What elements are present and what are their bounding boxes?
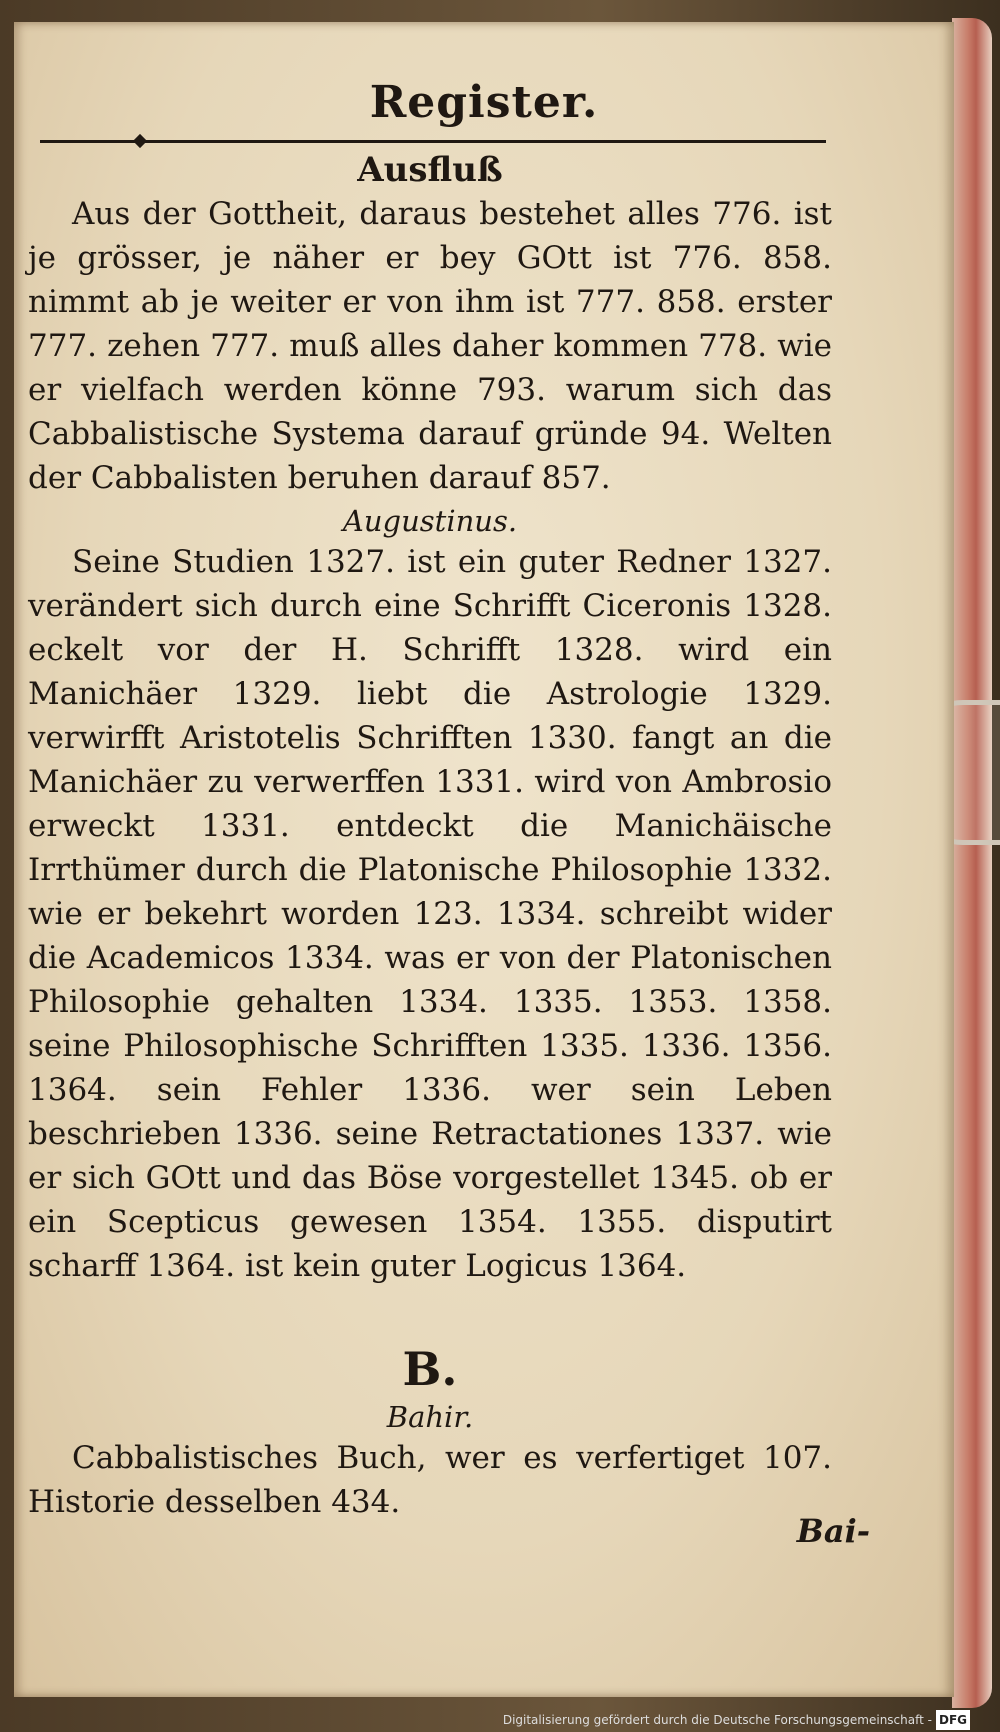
page-content — [28, 146, 832, 1524]
entry-text: Aus der Gottheit, daraus bestehet alles 776. ist je grösser, je näher er bey GOtt ist 776. 858. nimmt ab je weiter er von ihm ist 777. 858. erster 777. zehen 777. muß alles daher kommen 778. wie er vielfach werden könne 793. warum sich das Cabbalistische Systema darauf gründe 94. Welten der Cabbalisten beruhen darauf 857. — [28, 196, 832, 496]
page-header: Register. — [369, 77, 599, 128]
entry-text: Seine Studien 1327. ist ein guter Redner 1327. verändert sich durch eine Schrifft Ciceronis 1328. eckelt vor der H. Schrifft 1328. wird ein Manichäer 1329. liebt die Astrologie 1329. verwirfft Aristotelis Schrifften 1330. fangt an die Manichäer zu verwerffen 1331. wird von Ambrosio erweckt 1331. entdeckt die Manichäische Irrthümer durch die Platonische Philosophie 1332. wie er bekehrt worden 123. 1334. schreibt wider die Academicos 1334. was er von der Platonischen Philosophie gehalten 1334. 1335. 1353. 1358. seine Philosophische Schrifften 1335. 1336. 1356. 1364. sein Fehler 1336. wer sein Leben beschrieben 1336. seine Retractationes 1337. wie er sich GOtt und das Böse vorgestellet 1345. ob er ein Scepticus gewesen 1354. 1355. disputirt scharff 1364. ist kein guter Logicus 1364. — [28, 544, 832, 1284]
entry-text: Cabbalistisches Buch, wer es verfertiget 107. Historie desselben 434. — [28, 1440, 832, 1520]
entry-heading: Ausfluß — [357, 150, 503, 190]
digitization-credit — [0, 1710, 1000, 1730]
register-entry — [28, 504, 832, 1288]
page-edges — [952, 18, 992, 1708]
entry-heading: Bahir. — [386, 1400, 474, 1434]
book-page — [14, 22, 954, 1697]
register-entry — [28, 150, 832, 500]
section-letter: B. — [402, 1342, 458, 1396]
credit-text: Digitalisierung gefördert durch die Deutsche Forschungsgemeinschaft - — [502, 1713, 932, 1727]
dfg-logo: DFG — [936, 1710, 970, 1730]
register-entry — [28, 1400, 832, 1524]
entry-heading: Augustinus. — [342, 504, 518, 538]
header-rule — [40, 140, 826, 143]
catchword: Bai- — [796, 1512, 870, 1550]
